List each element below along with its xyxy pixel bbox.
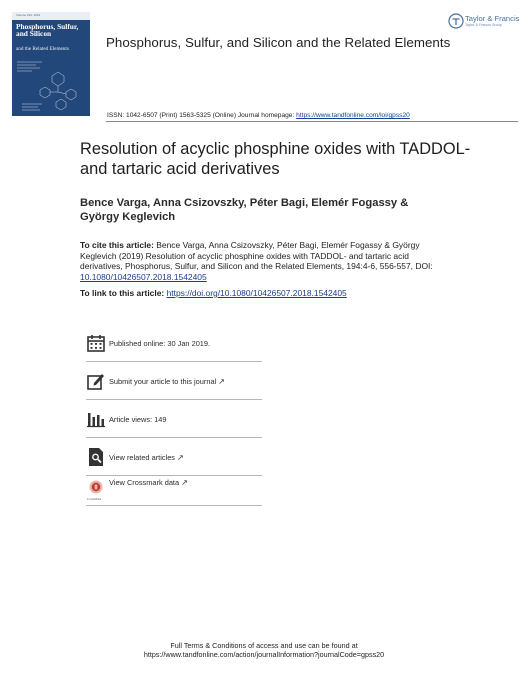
link-label: To link to this article: <box>80 288 165 298</box>
cover-subtitle: and the Related Elements <box>16 46 69 52</box>
issn-line <box>107 112 410 119</box>
citation-block <box>80 240 452 282</box>
article-authors: Bence Varga, Anna Csizovszky, Péter Bagi, Elemér Fogassy & György Keglevich <box>80 197 409 223</box>
related-articles-icon <box>86 447 106 467</box>
submit-article-link[interactable] <box>109 377 225 386</box>
article-title: Resolution of acyclic phosphine oxides with TADDOL- and tartaric acid derivatives <box>80 140 471 178</box>
citation-doi-link[interactable]: 10.1080/10426507.2018.1542405 <box>80 271 207 282</box>
info-row-views <box>86 399 262 438</box>
journal-title: Phosphorus, Sulfur, and Silicon and the Related Elements <box>106 35 451 50</box>
article-link-block <box>80 288 347 298</box>
info-row-submit[interactable] <box>86 361 262 400</box>
calendar-icon <box>86 333 106 353</box>
info-row-published <box>86 323 262 362</box>
info-row-related[interactable] <box>86 437 262 476</box>
related-articles-text: View related articles <box>109 453 175 462</box>
crossmark-text: View Crossmark data <box>109 478 180 487</box>
header-divider <box>106 121 518 122</box>
crossmark-link[interactable] <box>109 478 188 487</box>
info-row-crossmark[interactable] <box>86 475 262 506</box>
taylor-francis-logo-icon <box>448 13 464 29</box>
cover-band-text: Volume 194, 2019 <box>16 13 41 17</box>
external-link-icon: ↗ <box>181 478 188 487</box>
publisher-logo <box>448 13 518 31</box>
article-doi-link[interactable]: https://doi.org/10.1080/10426507.2018.1542405 <box>166 288 347 298</box>
cover-title: Phosphorus, Sulfur, and Silicon <box>16 22 79 38</box>
citation-label: To cite this article: <box>80 240 154 250</box>
journal-cover <box>12 12 90 116</box>
citation-text: Bence Varga, Anna Csizovszky, Péter Bagi, Elemér Fogassy & György Keglevich (2019) Resolution of acyclic phosphine oxides with TADDOL- and tartaric acid derivatives, Phosphorus, Sulfur, and Silicon and the Related Elements, 194:4-6, 556-557, DOI: <box>80 240 433 272</box>
bar-chart-icon <box>86 409 106 429</box>
issn-text: ISSN: 1042-6507 (Print) 1563-5325 (Online) Journal homepage: <box>107 112 295 119</box>
external-link-icon: ↗ <box>177 453 184 462</box>
footer-terms-url[interactable]: https://www.tandfonline.com/action/journalInformation?journalCode=gpss20 <box>143 650 385 659</box>
published-online-text: Published online: 30 Jan 2019. <box>109 339 211 348</box>
publisher-tagline: Taylor & Francis Group <box>465 23 502 27</box>
cover-molecule-graphic <box>12 12 90 116</box>
external-link-icon: ↗ <box>218 377 225 386</box>
edit-icon <box>86 371 106 391</box>
submit-article-text: Submit your article to this journal <box>109 377 217 386</box>
crossmark-icon <box>86 479 106 499</box>
journal-homepage-link[interactable]: https://www.tandfonline.com/loi/gpss20 <box>296 112 410 119</box>
publisher-name: Taylor & Francis <box>465 14 520 23</box>
article-views-text: Article views: 149 <box>109 415 167 424</box>
crossmark-caption: CrossMark <box>87 497 102 501</box>
footer-terms-line: Full Terms & Conditions of access and use can be found at <box>170 641 358 650</box>
related-articles-link[interactable] <box>109 453 184 462</box>
